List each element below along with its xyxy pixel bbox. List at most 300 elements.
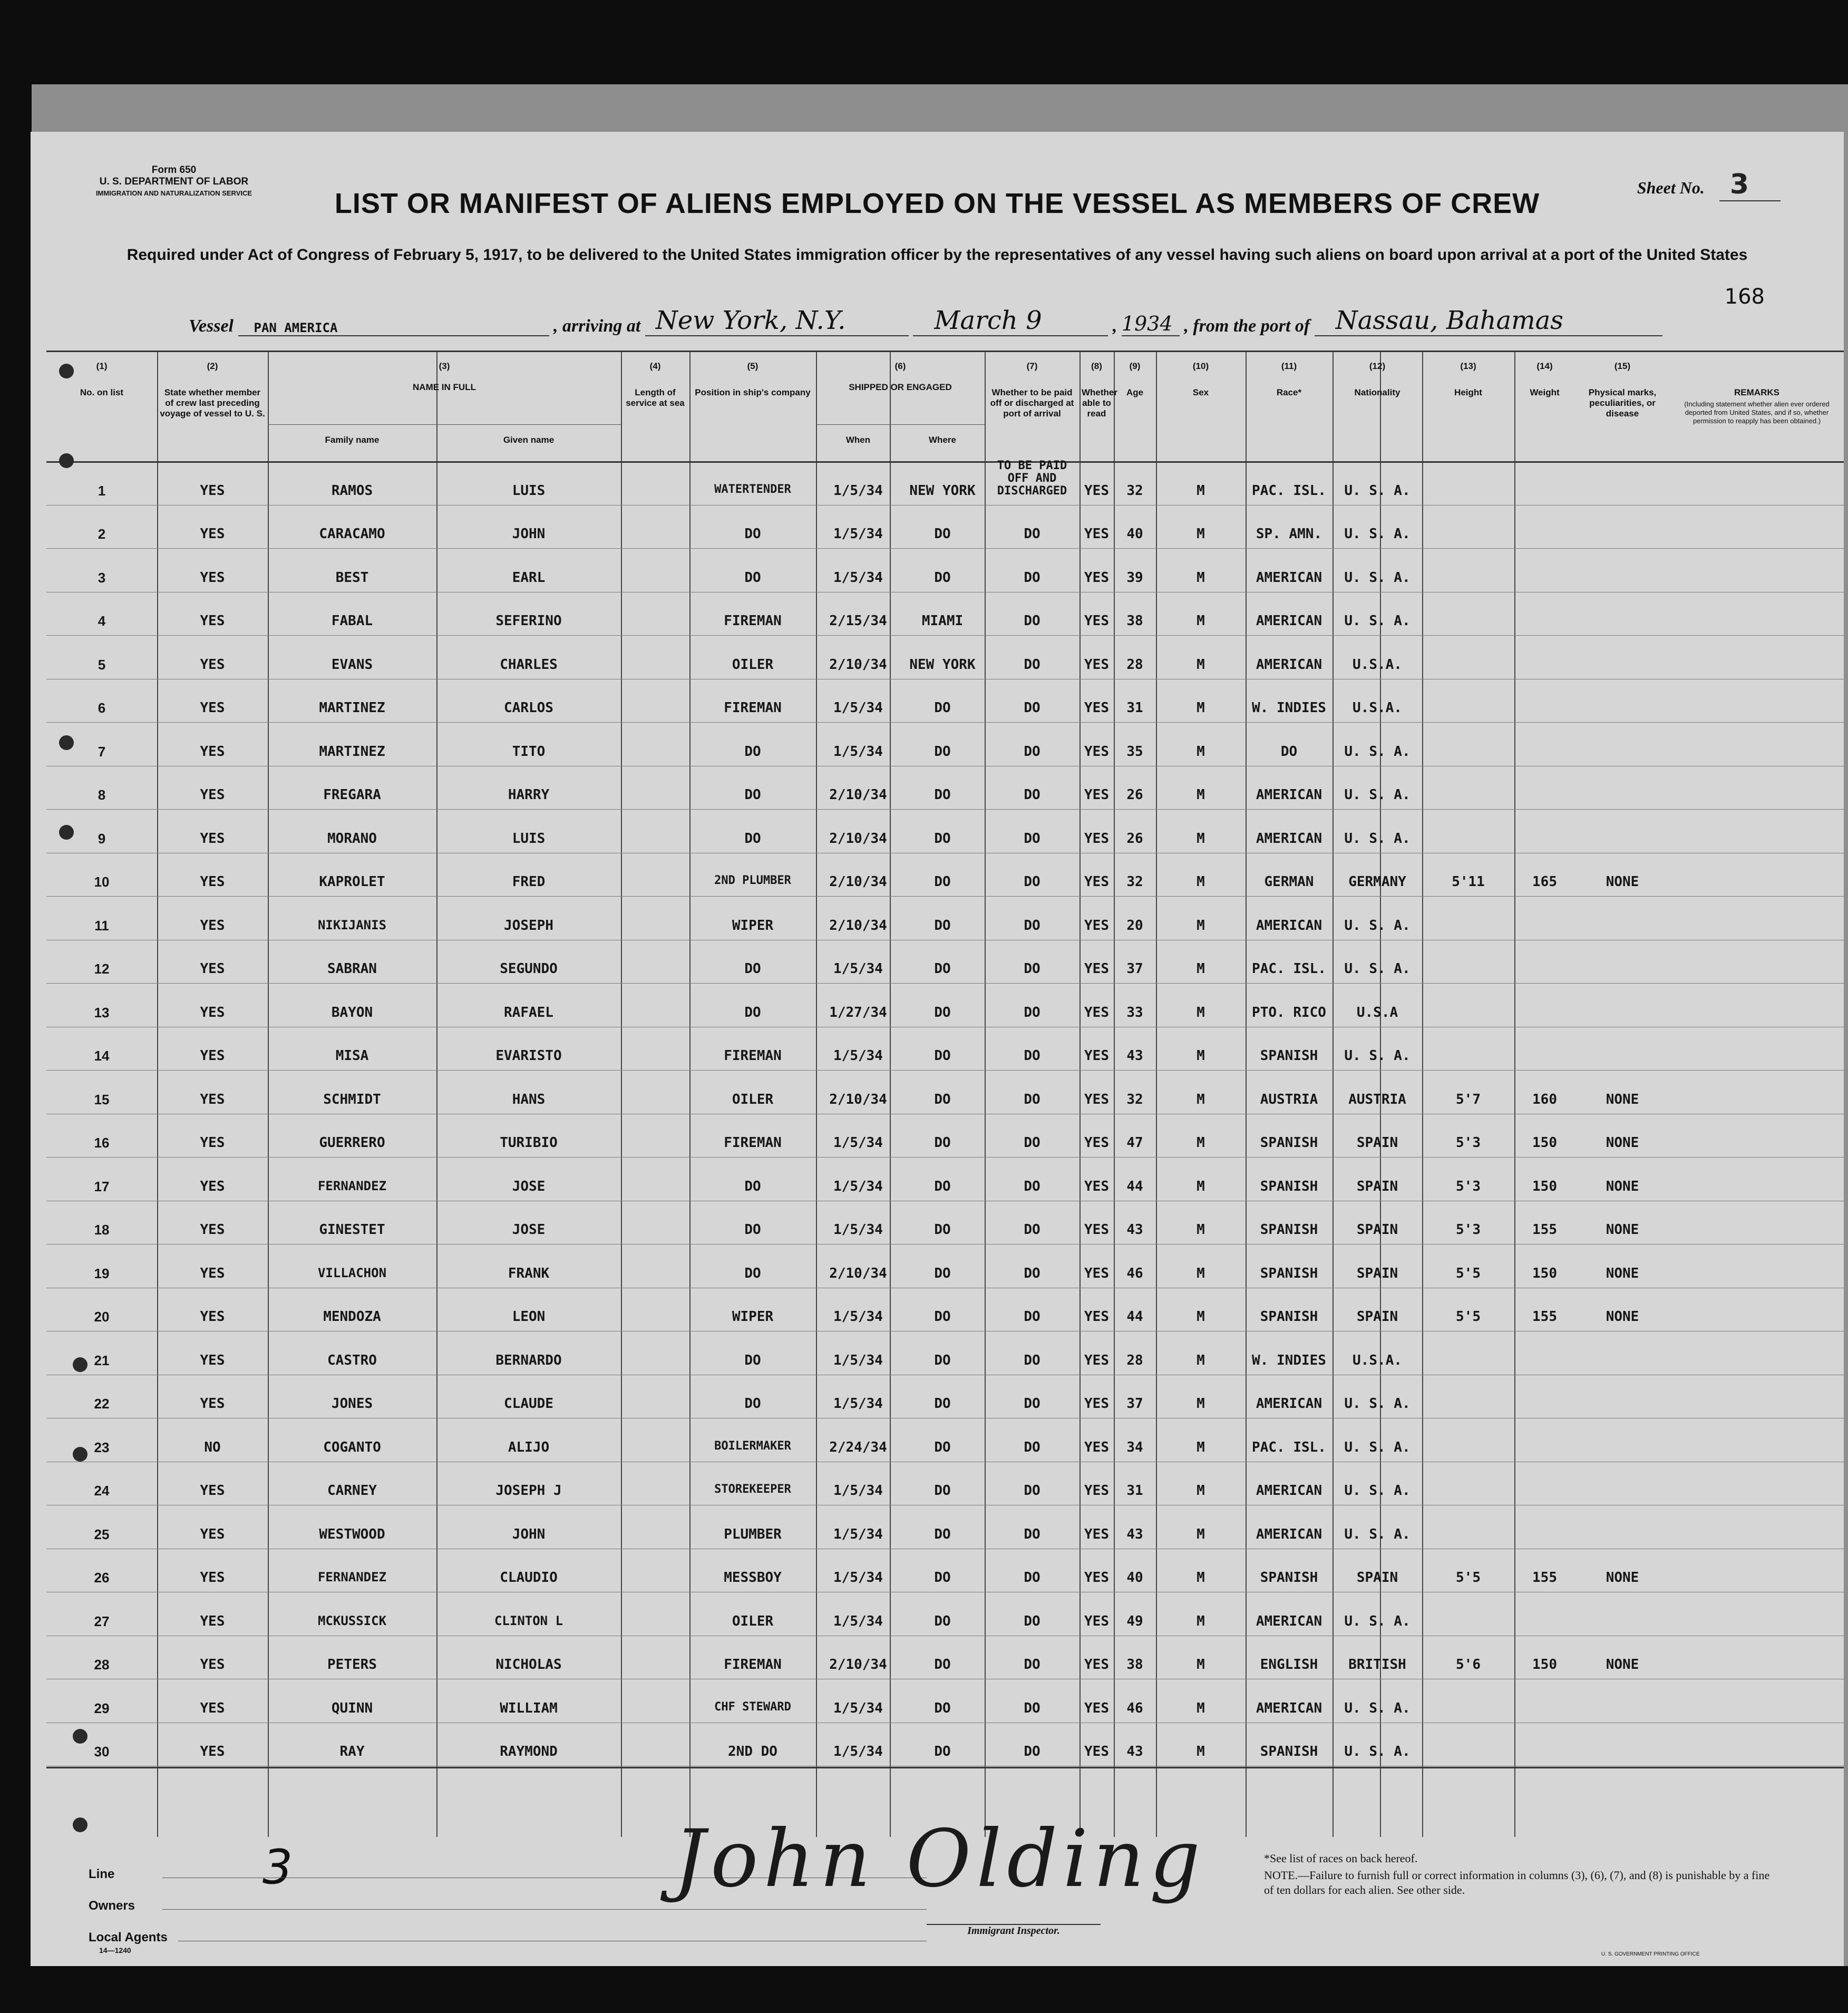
nationality-cell: U. S. A. xyxy=(1344,613,1411,629)
race-cell: AMERICAN xyxy=(1256,917,1322,933)
able-to-read-cell: YES xyxy=(1084,1700,1109,1716)
family-name-cell: BAYON xyxy=(331,1004,373,1020)
family-name-cell: CASTRO xyxy=(327,1352,377,1368)
sex-cell: M xyxy=(1197,569,1205,586)
position-cell: OILER xyxy=(732,1091,774,1107)
position-cell: MESSBOY xyxy=(724,1570,782,1586)
shipped-where-cell: DO xyxy=(934,961,951,977)
row-number: 27 xyxy=(94,1613,110,1629)
sex-cell: M xyxy=(1197,700,1205,716)
column-header: Age xyxy=(1126,387,1144,397)
row-number: 17 xyxy=(94,1178,110,1194)
previous-voyage-cell: YES xyxy=(200,1178,225,1194)
weight-cell: 160 xyxy=(1532,1091,1557,1107)
sex-cell: M xyxy=(1197,1178,1205,1194)
row-number: 2 xyxy=(98,526,106,542)
given-name-cell: SEGUNDO xyxy=(500,961,558,977)
nationality-cell: U. S. A. xyxy=(1344,830,1411,847)
column-number: (12) xyxy=(1369,361,1386,371)
position-cell: OILER xyxy=(732,656,774,673)
able-to-read-cell: YES xyxy=(1084,830,1109,847)
physical-marks-cell: NONE xyxy=(1606,1265,1639,1281)
shipped-where-cell: DO xyxy=(934,1396,951,1412)
column-number: (3) xyxy=(439,361,450,371)
able-to-read-cell: YES xyxy=(1084,1178,1109,1194)
family-name-cell: SABRAN xyxy=(327,961,377,977)
family-name-cell: RAY xyxy=(339,1744,365,1759)
shipped-where-cell: DO xyxy=(934,1178,951,1194)
previous-voyage-cell: YES xyxy=(200,569,225,586)
race-cell: AMERICAN xyxy=(1256,656,1322,673)
nationality-cell: U.S.A. xyxy=(1353,1352,1402,1368)
age-cell: 34 xyxy=(1126,1439,1143,1455)
sex-cell: M xyxy=(1197,1657,1205,1672)
nationality-cell: U. S. A. xyxy=(1344,1744,1411,1759)
nationality-cell: U. S. A. xyxy=(1344,1396,1411,1412)
binding-hole xyxy=(59,453,74,468)
penalty-note: NOTE.—Failure to furnish full or correct information in columns (3), (6), (7), and (8) is punishable by a fine of ten dollars for each alien. See other side. xyxy=(1264,1869,1770,1897)
nationality-cell: U.S.A. xyxy=(1353,700,1402,716)
table-top-rule xyxy=(46,351,1844,352)
sex-cell: M xyxy=(1197,526,1205,542)
department: U. S. DEPARTMENT OF LABOR xyxy=(99,176,249,187)
given-name-cell: SEFERINO xyxy=(495,613,562,629)
nationality-cell: U. S. A. xyxy=(1344,961,1411,977)
sex-cell: M xyxy=(1197,787,1205,803)
row-rule xyxy=(46,896,1844,897)
shipped-where-cell: DO xyxy=(934,830,951,847)
family-name-cell: PETERS xyxy=(327,1657,377,1672)
nationality-cell: U. S. A. xyxy=(1344,526,1411,542)
age-cell: 46 xyxy=(1126,1700,1143,1716)
shipped-when-cell: 2/10/34 xyxy=(829,787,887,803)
binding-hole xyxy=(73,1817,87,1832)
paid-off-cell: DO xyxy=(1024,656,1040,673)
given-name-cell: EVARISTO xyxy=(495,1048,562,1064)
able-to-read-cell: YES xyxy=(1084,1396,1109,1412)
column-header: Height xyxy=(1454,387,1482,397)
shipped-where-cell: DO xyxy=(934,1526,951,1542)
shipped-when-cell: 1/5/34 xyxy=(833,1135,883,1151)
given-name-cell: RAFAEL xyxy=(504,1004,553,1020)
shipped-when-cell: 2/10/34 xyxy=(829,1265,887,1281)
nationality-cell: SPAIN xyxy=(1356,1570,1398,1586)
paid-off-cell: DO xyxy=(1024,1048,1040,1064)
race-cell: AMERICAN xyxy=(1256,830,1322,847)
row-number: 5 xyxy=(98,656,106,673)
nationality-cell: U.S.A xyxy=(1356,1004,1398,1020)
family-name-cell: JONES xyxy=(331,1396,373,1412)
able-to-read-cell: YES xyxy=(1084,961,1109,977)
paid-off-cell: DO xyxy=(1024,613,1040,629)
able-to-read-cell: YES xyxy=(1084,482,1109,499)
row-number: 22 xyxy=(94,1396,110,1412)
race-cell: DO xyxy=(1280,743,1298,760)
able-to-read-cell: YES xyxy=(1084,526,1109,542)
paid-off-cell: DO xyxy=(1024,1700,1040,1716)
age-cell: 38 xyxy=(1126,1657,1143,1672)
row-number: 14 xyxy=(94,1048,110,1064)
column-header: Whether to be paid off or discharged at port of arrival xyxy=(990,387,1074,419)
paid-off-cell: DO xyxy=(1024,1526,1040,1542)
weight-cell: 165 xyxy=(1532,874,1557,890)
binding-hole xyxy=(73,1447,87,1462)
age-cell: 38 xyxy=(1126,613,1143,629)
race-cell: PAC. ISL. xyxy=(1252,1439,1326,1455)
paid-off-cell: DO xyxy=(1024,1657,1040,1672)
able-to-read-cell: YES xyxy=(1084,613,1109,629)
position-cell: FIREMAN xyxy=(724,1135,782,1151)
sex-cell: M xyxy=(1197,1265,1205,1281)
nationality-cell: U. S. A. xyxy=(1344,743,1411,760)
able-to-read-cell: YES xyxy=(1084,1352,1109,1368)
column-rule xyxy=(621,351,622,1837)
age-cell: 28 xyxy=(1126,656,1143,673)
position-cell: PLUMBER xyxy=(724,1526,782,1542)
age-cell: 37 xyxy=(1126,961,1143,977)
given-name-cell: JOHN xyxy=(512,1526,546,1542)
column-header: Length of service at sea xyxy=(626,387,685,408)
paid-off-cell: DO xyxy=(1024,1265,1040,1281)
height-cell: 5'5 xyxy=(1456,1309,1481,1325)
previous-voyage-cell: YES xyxy=(200,743,225,760)
height-cell: 5'11 xyxy=(1452,874,1485,890)
position-cell: DO xyxy=(744,1396,761,1412)
sex-cell: M xyxy=(1197,1396,1205,1412)
shipped-where-cell: DO xyxy=(934,1004,951,1020)
previous-voyage-cell: YES xyxy=(200,1700,225,1716)
paid-off-cell: DO xyxy=(1024,700,1040,716)
previous-voyage-cell: YES xyxy=(200,1222,225,1238)
position-cell: WATERTENDER xyxy=(714,482,791,496)
able-to-read-cell: YES xyxy=(1084,1004,1109,1020)
shipped-when-cell: 1/5/34 xyxy=(833,743,883,760)
shipped-where-cell: DO xyxy=(934,1091,951,1107)
shipped-where-cell: DO xyxy=(934,1048,951,1064)
able-to-read-cell: YES xyxy=(1084,656,1109,673)
given-name-cell: FRED xyxy=(512,874,546,890)
shipped-when-cell: 2/10/34 xyxy=(829,1657,887,1672)
binding-hole xyxy=(73,1729,87,1744)
given-name-cell: WILLIAM xyxy=(500,1700,558,1716)
race-cell: ENGLISH xyxy=(1260,1657,1318,1672)
shipped-where-cell: DO xyxy=(934,874,951,890)
able-to-read-cell: YES xyxy=(1084,787,1109,803)
row-number: 4 xyxy=(98,613,106,629)
position-cell: OILER xyxy=(732,1613,774,1629)
sex-cell: M xyxy=(1197,482,1205,499)
family-name-cell: BEST xyxy=(335,569,369,586)
column-header: Physical marks, peculiarities, or disease xyxy=(1588,387,1657,419)
row-number: 10 xyxy=(94,874,110,890)
paid-off-cell: DO xyxy=(1024,961,1040,977)
paid-off-cell: DO xyxy=(1024,1178,1040,1194)
age-cell: 40 xyxy=(1126,1570,1143,1586)
family-name-cell: EVANS xyxy=(331,656,373,673)
column-number: (4) xyxy=(649,361,661,371)
race-cell: SP. AMN. xyxy=(1256,526,1322,542)
previous-voyage-cell: YES xyxy=(200,1744,225,1759)
paid-off-cell: DO xyxy=(1024,743,1040,760)
shipped-where-cell: DO xyxy=(934,700,951,716)
shipped-where-cell: DO xyxy=(934,569,951,586)
age-cell: 32 xyxy=(1126,874,1143,890)
previous-voyage-cell: YES xyxy=(200,1570,225,1586)
family-name-cell: MISA xyxy=(335,1048,369,1064)
nationality-cell: U. S. A. xyxy=(1344,1700,1411,1716)
row-number: 1 xyxy=(98,482,106,499)
position-cell: DO xyxy=(744,526,761,542)
previous-voyage-cell: YES xyxy=(200,1004,225,1020)
row-number: 20 xyxy=(94,1309,110,1325)
previous-voyage-cell: YES xyxy=(200,1091,225,1107)
shipped-when-cell: 1/5/34 xyxy=(833,961,883,977)
given-name-cell: JOSE xyxy=(512,1222,546,1238)
nationality-cell: SPAIN xyxy=(1356,1135,1398,1151)
subheader-rule xyxy=(816,424,985,425)
physical-marks-cell: NONE xyxy=(1606,1309,1639,1325)
position-cell: BOILERMAKER xyxy=(714,1439,791,1453)
sex-cell: M xyxy=(1197,1309,1205,1325)
nationality-cell: U.S.A. xyxy=(1353,656,1402,673)
sex-cell: M xyxy=(1197,874,1205,890)
row-number: 30 xyxy=(94,1744,110,1759)
family-name-cell: MARTINEZ xyxy=(319,700,385,716)
shipped-where-cell: NEW YORK xyxy=(909,656,976,673)
nationality-cell: U. S. A. xyxy=(1344,1613,1411,1629)
previous-voyage-cell: YES xyxy=(200,1613,225,1629)
weight-cell: 150 xyxy=(1532,1657,1557,1672)
race-cell: SPANISH xyxy=(1260,1744,1318,1759)
column-subheader: Family name xyxy=(325,435,380,445)
nationality-cell: BRITISH xyxy=(1348,1657,1406,1672)
race-cell: GERMAN xyxy=(1264,874,1314,890)
position-cell: DO xyxy=(744,961,761,977)
able-to-read-cell: YES xyxy=(1084,1744,1109,1759)
column-header: State whether member of crew last preceding voyage of vessel to U. S. xyxy=(160,387,265,419)
previous-voyage-cell: YES xyxy=(200,1048,225,1064)
column-header: SHIPPED OR ENGAGED xyxy=(849,382,952,392)
given-name-cell: HARRY xyxy=(508,787,550,803)
row-number: 13 xyxy=(94,1004,110,1020)
column-number: (1) xyxy=(96,361,108,371)
race-cell: SPANISH xyxy=(1260,1048,1318,1064)
arrival-port: New York, N.Y. xyxy=(645,306,909,336)
shipped-where-cell: DO xyxy=(934,1352,951,1368)
paid-off-cell: DO xyxy=(1024,1613,1040,1629)
form-number: Form 650 xyxy=(151,164,197,176)
given-name-cell: NICHOLAS xyxy=(495,1657,562,1672)
shipped-where-cell: MIAMI xyxy=(921,613,964,629)
inspector-signature: John Olding xyxy=(674,1813,1205,1905)
column-number: (13) xyxy=(1460,361,1476,371)
row-number: 6 xyxy=(98,700,106,716)
age-cell: 44 xyxy=(1126,1178,1143,1194)
row-number: 19 xyxy=(94,1265,110,1281)
row-number: 18 xyxy=(94,1222,110,1238)
previous-voyage-cell: YES xyxy=(200,1657,225,1672)
sex-cell: M xyxy=(1197,1526,1205,1542)
column-number: (5) xyxy=(747,361,758,371)
row-rule xyxy=(46,809,1844,810)
position-cell: CHF STEWARD xyxy=(714,1700,791,1714)
nationality-cell: U. S. A. xyxy=(1344,1526,1411,1542)
height-cell: 5'3 xyxy=(1456,1222,1481,1238)
race-cell: W. INDIES xyxy=(1252,700,1326,716)
sex-cell: M xyxy=(1197,830,1205,847)
local-agents-label: Local Agents xyxy=(89,1930,168,1944)
race-cell: AMERICAN xyxy=(1256,787,1322,803)
row-rule xyxy=(46,983,1844,984)
binding-hole xyxy=(59,364,74,378)
sex-cell: M xyxy=(1197,1004,1205,1020)
race-cell: W. INDIES xyxy=(1252,1352,1326,1368)
paid-off-cell: DO xyxy=(1024,1570,1040,1586)
column-subheader: When xyxy=(845,435,871,445)
shipped-when-cell: 1/5/34 xyxy=(833,1613,883,1629)
row-number: 7 xyxy=(98,743,106,760)
row-number: 28 xyxy=(94,1657,110,1672)
previous-voyage-cell: YES xyxy=(200,656,225,673)
race-cell: PAC. ISL. xyxy=(1252,961,1326,977)
shipped-when-cell: 1/5/34 xyxy=(833,526,883,542)
age-cell: 39 xyxy=(1126,569,1143,586)
position-cell: DO xyxy=(744,569,761,586)
position-cell: DO xyxy=(744,1352,761,1368)
position-cell: WIPER xyxy=(732,1309,774,1325)
height-cell: 5'3 xyxy=(1456,1135,1481,1151)
position-cell: 2ND DO xyxy=(728,1744,777,1759)
paid-off-cell: TO BE PAID OFF AND DISCHARGED xyxy=(997,459,1067,498)
row-number: 3 xyxy=(98,569,106,586)
shipped-where-cell: DO xyxy=(934,1222,951,1238)
able-to-read-cell: YES xyxy=(1084,1657,1109,1672)
race-cell: PAC. ISL. xyxy=(1252,482,1326,499)
able-to-read-cell: YES xyxy=(1084,1222,1109,1238)
paid-off-cell: DO xyxy=(1024,1135,1040,1151)
nationality-cell: U. S. A. xyxy=(1344,787,1411,803)
height-cell: 5'6 xyxy=(1456,1657,1481,1672)
race-cell: AMERICAN xyxy=(1256,1700,1322,1716)
family-name-cell: NIKIJANIS xyxy=(317,917,387,932)
column-header: Nationality xyxy=(1354,387,1400,397)
age-cell: 26 xyxy=(1126,830,1143,847)
position-cell: FIREMAN xyxy=(724,700,782,716)
races-note: *See list of races on back hereof. xyxy=(1264,1852,1418,1865)
sex-cell: M xyxy=(1197,613,1205,629)
position-cell: DO xyxy=(744,1178,761,1194)
row-number: 9 xyxy=(98,830,106,847)
family-name-cell: GINESTET xyxy=(319,1222,385,1238)
sex-cell: M xyxy=(1197,743,1205,760)
paid-off-cell: DO xyxy=(1024,830,1040,847)
column-number: (9) xyxy=(1129,361,1141,371)
physical-marks-cell: NONE xyxy=(1606,1570,1639,1586)
family-name-cell: FABAL xyxy=(331,613,373,629)
able-to-read-cell: YES xyxy=(1084,1091,1109,1107)
table-bottom-rule xyxy=(46,1767,1844,1768)
age-cell: 26 xyxy=(1126,787,1143,803)
line-label: Line xyxy=(89,1867,115,1881)
position-cell: DO xyxy=(744,1004,761,1020)
nationality-cell: U. S. A. xyxy=(1344,1439,1411,1455)
paid-off-cell: DO xyxy=(1024,1483,1040,1499)
previous-voyage-cell: YES xyxy=(200,613,225,629)
vessel-name: PAN AMERICA xyxy=(238,320,549,336)
shipped-where-cell: DO xyxy=(934,1700,951,1716)
binding-hole xyxy=(59,825,74,840)
shipped-where-cell: DO xyxy=(934,1439,951,1455)
given-name-cell: HANS xyxy=(512,1091,546,1107)
weight-cell: 150 xyxy=(1532,1135,1557,1151)
column-number: (7) xyxy=(1026,361,1038,371)
column-header: REMARKS xyxy=(1734,387,1779,397)
paid-off-cell: DO xyxy=(1024,1744,1040,1759)
age-cell: 32 xyxy=(1126,482,1143,499)
given-name-cell: JOHN xyxy=(512,526,546,542)
given-name-cell: JOSE xyxy=(512,1178,546,1194)
height-cell: 5'5 xyxy=(1456,1265,1481,1281)
shipped-when-cell: 1/5/34 xyxy=(833,1526,883,1542)
agents-code: 14—1240 xyxy=(99,1946,131,1954)
able-to-read-cell: YES xyxy=(1084,1135,1109,1151)
family-name-cell: MCKUSSICK xyxy=(317,1613,387,1628)
previous-voyage-cell: YES xyxy=(200,526,225,542)
race-cell: SPANISH xyxy=(1260,1222,1318,1238)
age-cell: 35 xyxy=(1126,743,1143,760)
nationality-cell: U. S. A. xyxy=(1344,917,1411,933)
age-cell: 40 xyxy=(1126,526,1143,542)
given-name-cell: TITO xyxy=(512,743,546,760)
printer-mark: U. S. GOVERNMENT PRINTING OFFICE xyxy=(1601,1951,1700,1957)
given-name-cell: JOSEPH J xyxy=(495,1483,562,1499)
family-name-cell: KAPROLET xyxy=(319,874,385,890)
previous-voyage-cell: YES xyxy=(200,1309,225,1325)
previous-voyage-cell: YES xyxy=(200,700,225,716)
arriving-label: arriving at xyxy=(562,316,641,336)
family-name-cell: WESTWOOD xyxy=(319,1526,385,1542)
shipped-where-cell: DO xyxy=(934,1744,951,1759)
shipped-where-cell: DO xyxy=(934,526,951,542)
column-number: (11) xyxy=(1281,361,1297,371)
shipped-when-cell: 1/5/34 xyxy=(833,1048,883,1064)
given-name-cell: CLAUDIO xyxy=(500,1570,558,1586)
column-header: Weight xyxy=(1530,387,1560,397)
row-rule xyxy=(46,635,1844,636)
sex-cell: M xyxy=(1197,1352,1205,1368)
paid-off-cell: DO xyxy=(1024,1091,1040,1107)
sex-cell: M xyxy=(1197,1700,1205,1716)
paid-off-cell: DO xyxy=(1024,569,1040,586)
remarks-note: (Including statement whether alien ever ordered deported from United States, and if so, whether permission to reapply has been obtained.) xyxy=(1684,400,1830,425)
weight-cell: 155 xyxy=(1532,1309,1557,1325)
sex-cell: M xyxy=(1197,917,1205,933)
nationality-cell: U. S. A. xyxy=(1344,1048,1411,1064)
nationality-cell: SPAIN xyxy=(1356,1222,1398,1238)
shipped-when-cell: 1/5/34 xyxy=(833,1700,883,1716)
able-to-read-cell: YES xyxy=(1084,700,1109,716)
sex-cell: M xyxy=(1197,656,1205,673)
race-cell: SPANISH xyxy=(1260,1178,1318,1194)
shipped-when-cell: 1/5/34 xyxy=(833,482,883,499)
able-to-read-cell: YES xyxy=(1084,1613,1109,1629)
weight-cell: 150 xyxy=(1532,1178,1557,1194)
paid-off-cell: DO xyxy=(1024,917,1040,933)
shipped-when-cell: 1/5/34 xyxy=(833,1483,883,1499)
position-cell: WIPER xyxy=(732,917,774,933)
vessel-label: Vessel xyxy=(189,316,234,336)
shipped-when-cell: 1/5/34 xyxy=(833,569,883,586)
